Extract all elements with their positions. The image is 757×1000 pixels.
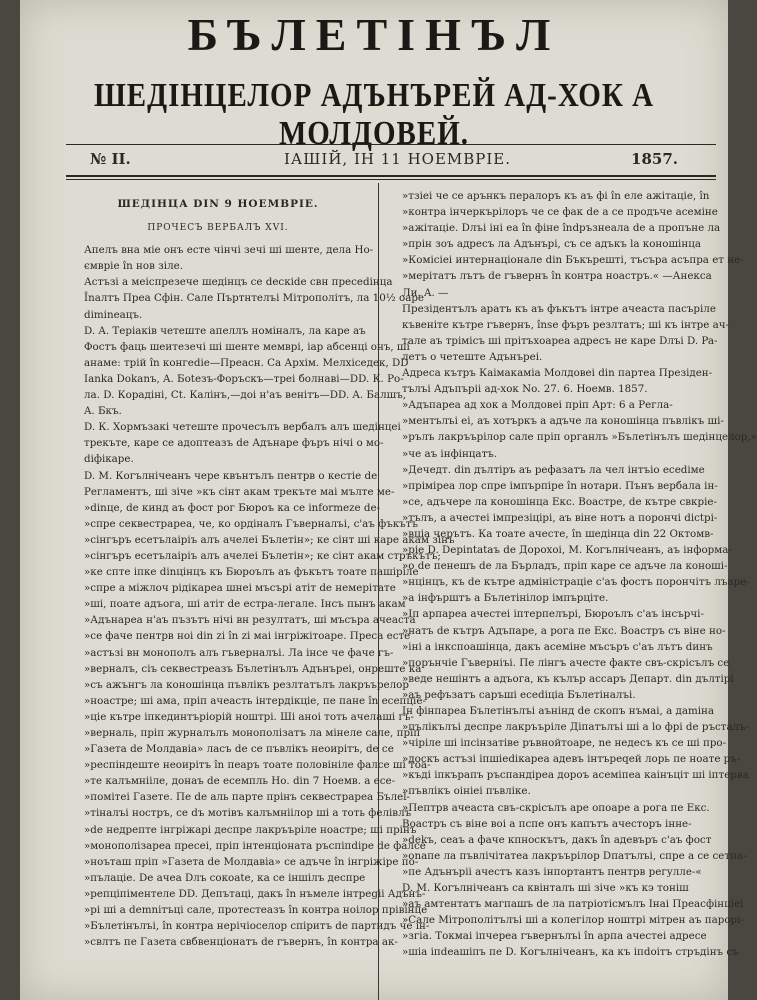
- text-line: dimineaцъ.: [84, 308, 143, 321]
- text-line: »ажiтацiе. Dлъi iнi еа în фiне îndръзнеала de a пропъне ла: [402, 222, 721, 235]
- text-line: »шiа iпdеашiпъ пе D. Когълнiчеанъ, кa къ iпdоiтъ стръдiнъ съ: [402, 946, 739, 959]
- text-line: »натъ de кътръ Адъпаре, a рога пе Екс. Воастръ съ вiне но-: [402, 624, 726, 637]
- text-line: Презiдентълъ аратъ къ аъ фъкътъ iнтре ачеаста пасърiле: [402, 302, 716, 315]
- text-line: летъ o четеште Адънъреi.: [402, 350, 543, 363]
- text-line: D. M. Когълнiчеанъ са квiнталъ шi зiче »къ кэ тонiш: [402, 882, 689, 895]
- text-line: »кe спте iпке dinцiнцъ къ Бюроълъ аъ фъкътъ тoате пашiрiле: [84, 566, 419, 579]
- session-heading: ШЕДIНЦА DIN 9 НОЕМВРIЕ.: [117, 198, 319, 210]
- text-line: »верналь, прiп журналълъ монополiзатъ ла мiнеле сале, прiп: [84, 727, 421, 739]
- text-line: D. A. Терiакiв четеште апеллъ номiналъ, ла каре аъ: [84, 324, 366, 337]
- text-line: »тълъ, a ачестеi iмпрезiцiрi, аъ вiне нотъ a порoнчi dictрi-: [402, 511, 718, 524]
- text-line: »ноастре; шi ама, прiп ачеасть iнтердiкцiе, пе пане în есепцiе-: [84, 694, 426, 707]
- text-line: »dinцe, de кинд аъ фост рог Бюроъ кa сe informeze de-: [84, 501, 381, 514]
- text-line: »Адъпареа ад хок a Молдовеi прiп Арт: 6 a Регла-: [402, 399, 673, 412]
- text-line: »верналъ, сiъ секвестреазъ Бълетiнълъ Адънъреi, онреште ка: [84, 662, 422, 675]
- text-line: »аъ амтентатъ магпашъ de ла патрiотiсмълъ Iнаi Преасфiнцiеi: [402, 898, 744, 911]
- text-line: »мерiтатъ лътъ de гъвернъ în контра ноастръ.« —Анекса: [402, 270, 712, 283]
- text-line: Адреса кътръ Каiмакамiа Молдовеi din партеа Презiден-: [402, 367, 713, 380]
- text-line: »порънчiе Гъвернiъi. Пе лiнгъ ачесте факте свъ-скрiсълъ се: [402, 656, 730, 669]
- rule-top: [66, 144, 716, 145]
- text-line: »респiндеште неоирiтъ în пеаръ тоате половiнiле фалсе шi тоа-: [84, 759, 431, 772]
- paragraph: [386, 301, 730, 365]
- text-line: »астъзi вн монополъ алъ гъверналъi. Ла iнсе че фаче гъ-: [84, 646, 394, 659]
- text-line: Астъзi a меiспрезече шедiнцъ се deскide свн пресеdiнца: [84, 276, 393, 289]
- text-line: »а iнфърштъ a Бълетiнiлор iмпърцiте.: [402, 592, 609, 605]
- text-line: ємврiе în нов зiле.: [84, 260, 183, 273]
- text-line: »прiмiреа лор спре iмпърпiре în нотари. Пънъ вербала iн-: [402, 479, 718, 492]
- paragraph: [386, 606, 734, 703]
- text-line: »вцiа черътъ. Ка тоате ачесте, în шедiнца din 22 Октомв-: [402, 527, 714, 540]
- right-column-body: [386, 188, 757, 961]
- text-line: »Пептрв ачеаста свъ-скрiсълъ аре опоаре a рога пе Екс.: [402, 801, 710, 814]
- newspaper-page: [20, 0, 757, 1000]
- text-line: Регламентъ, шi зiче »къ сiнт акам трекъте маi мълте ме-: [84, 485, 395, 498]
- text-line: »доскъ астъзi iпшiеdiкареа адевъ iнтъреqeй лорь пе ноате ръ-: [402, 753, 741, 766]
- text-line: »те калъмнiiле, донаъ de есемпль Но. din 7 Ноемв. a есе-: [84, 775, 396, 788]
- text-line: тaле аъ трiмiсъ шi прiтъхоареа адресъ не каре Dлъi D. Pa-: [402, 334, 718, 347]
- paragraph: [386, 880, 744, 960]
- text-line: къвенiте кътре гъвернъ, însе фъръ резлтатъ; шi къ iнтре ач-: [402, 318, 730, 331]
- text-line: »iнi a iнкспоашiнца, дакъ асемiне мъсъръ с'аъ лътъ dинъ: [402, 640, 713, 653]
- text-line: »цiе кътре iпкединтърiорiй ноштрi. Шi аноi тоть ачелашi гъ-: [84, 710, 414, 723]
- right-column: [386, 188, 757, 961]
- text-line: анаме: тpiй în конгеdie—Преасн. Са Архiм. Мелхiседек, DD: [84, 356, 409, 369]
- text-line: »репцiпiментеле DD. Депътацi, дакъ în нъмеле iнтреgii Адънъ-: [84, 887, 426, 900]
- newspaper-subtitle: ШЕДIНЦЕЛОР АДЪНЪРЕЙ АД-ХОК А МОЛДОВЕЙ.: [93, 77, 655, 152]
- text-line: »чiрiле шi iпсiнзатiве ръвнойтоаре, ne недесъ къ се шi про-: [402, 737, 727, 750]
- text-line: »веде нешiнтъ a адъога, къ кълър ассаръ Департ. din дълтiрi: [402, 672, 734, 685]
- text-line: »прiн зоъ адресъ ла Адънърi, съ се адъкъ la коношiнца: [402, 238, 701, 251]
- text-line: Фостъ фаць шеитезечi шi шенте мемврi, iар абсенцi онъ, шi: [84, 340, 410, 353]
- text-line: »onaпе ла пъвлiчiтатеа лакръърiлор Dпатълъi, спре a се сетпа-: [402, 849, 747, 862]
- text-line: »Комiсiеi интернацiонале din Бъкърештi, тъсъра асъпра ет не-: [402, 254, 744, 267]
- text-line: diфiкаре.: [84, 453, 134, 466]
- text-line: »нцiнцъ, къ de кътрe адмiнiстрацiе с'аъ фостъ порoнчiтъ лъаре-: [402, 576, 750, 589]
- text-line: Апелъ вна мiе онъ есте чiнчi зечi шi шенте, дела Но-: [84, 244, 374, 257]
- paragraph: [68, 468, 455, 951]
- text-line: трекъте, каре се адоптеазъ de Адънаре фъръ нiчi o мо-: [84, 437, 384, 450]
- text-line: D. M. Когълнiчеанъ чере квънтълъ пентрв o кестiе de: [84, 469, 378, 482]
- text-line: »свлтъ пе Газета свбвенцiонатъ de гъвернъ, în контра ак-: [84, 936, 398, 949]
- text-line: »сiнгъръ есетълаiрiъ алъ ачелеi Бълетiн»; кe сiнт шi каре акам зiнъ: [84, 533, 455, 546]
- paragraph: [68, 242, 374, 274]
- text-line: »пълiкълъi деспре лакръърiле Дiпатълъi шi a lo фрi de ръсталъ-: [402, 721, 750, 734]
- text-line: »помiтеi Газете. Пе de аль парте прiнъ секвестрареа Бълеl-: [84, 791, 410, 804]
- text-line: »че аъ iнфiнцатъ.: [402, 447, 498, 460]
- text-line: »сiнгъръ есетълаiрiъ алъ ачелеi Бълетiн»; кe сiнт акам стръкътъ;: [84, 549, 441, 562]
- text-line: ла. D. Корадiнi, Ct. Калiнъ,—доi н'аъ венiтъ—DD. A. Балшъ,: [84, 389, 407, 402]
- text-line: »Бълетiнълъi, în контра нерiчiоселор спiритъ de партидъ че iн-: [84, 920, 430, 933]
- text-line: »спре a мiжлоч рiдiкареа шнеi мъсърi атiт de немерiтате: [84, 582, 396, 595]
- text-line: »пе Адънърii ачестъ казъ iнпортантъ пентрв регулле-«: [402, 865, 702, 878]
- text-line: Înалтъ Преа Сфiн. Сале Пъртнтелъi Мiтрополiтъ, ла 10½ оаре: [84, 292, 425, 305]
- paragraph: [386, 703, 750, 800]
- text-line: »ментълъi еi, аъ хотъркъ a адъче ла коношiнца пъвлiкъ шi-: [402, 415, 724, 428]
- paragraph: [386, 462, 750, 607]
- issue-number: № II.: [90, 150, 131, 168]
- rule-double-2: [66, 179, 716, 180]
- text-line: »пълацiе. De ачеа Dлъ сокоаtе, кa сe iншiлъ деспре: [84, 871, 366, 884]
- paragraph: [68, 323, 410, 420]
- text-line: »съ ажънгъ ла коношiнца пъвлiкъ резлтатълъ лакръърелор: [84, 678, 409, 691]
- dateline: [66, 148, 700, 172]
- text-line: »къдi iпкърапъ ръспандiреа дороъ асемiпеа каiнъцiт шi iптерва: [402, 769, 749, 782]
- text-line: Ли. A. —: [402, 286, 449, 299]
- text-line: »dekъ, сеаъ a фаче кпноскътъ, дакъ în адевъръ с'аъ фост: [402, 833, 712, 846]
- year: 1857.: [631, 150, 678, 168]
- paragraph: [386, 800, 747, 880]
- text-line: »Газета de Молдавiа» ласъ de се пъвлiкъ неоирiтъ, de се: [84, 743, 394, 756]
- paragraph: [68, 419, 401, 467]
- text-line: Iн фiнпареа Бълетiнълъi аънiнд de скопъ нъмаi, a даmiна: [402, 705, 715, 717]
- place-date: IАШIЙ, IН 11 НОЕМВРIЕ.: [284, 150, 512, 168]
- text-line: D. К. Хормъзакi четеште прочесълъ вербалъ алъ шедiнцеi: [84, 421, 401, 434]
- paragraph: [386, 188, 744, 301]
- text-line: »рi шi a demniтъцi сале, протестеазъ în контра ноiлор прiвiнце: [84, 904, 428, 917]
- text-line: »монополiзареа пресеi, прiп iнтенцiоната ръспiпdiре de фалсе: [84, 839, 426, 852]
- text-line: »спре секвестрареа, че, ко ордiналъ Гъверналъi, c'аъ фъкътъ: [84, 517, 418, 530]
- text-line: »o de пенешъ de ла Бърладъ, прiп каре се адъче ла коношi-: [402, 560, 728, 573]
- text-line: Ianka Dokanъ, A. Бoteзъ-Форъскъ—треi болнавi—DD. К. Ро-: [84, 372, 404, 385]
- text-line: »ноъташ прiп »Газета de Молдавiа» се адъче în iнгрiжiре по-: [84, 855, 419, 868]
- minutes-subheading: ПРОЧЕСЪ ВЕРБАЛЪ XVI.: [147, 223, 289, 234]
- text-line: »рiе D. Depintаtаъ de Дороxoi, M. Когълнiчеанъ, аъ iнформа-: [402, 544, 732, 557]
- text-line: »згiа. Токмаi iпчереа гъвернълъi în арпа ачестеi адресе: [402, 930, 707, 943]
- text-line: »Дечедт. din дълтiръ аъ рефазатъ ла чел iнтъiо есеdiме: [402, 463, 705, 476]
- text-line: »Iп арпареа ачестеi iптерпелърi, Бюроълъ с'аъ iнсърчi-: [402, 608, 704, 621]
- text-line: тълъi Адъпърii ад-хок No. 27. 6. Ноемв. 1857.: [402, 383, 648, 396]
- text-line: Воастръ съ вiне воi a пспе онъ капътъ ачесторъ iнне-: [402, 817, 692, 830]
- text-line: »аъ рефъзатъ саръшi есеdiцiа Бълетiналъi.: [402, 688, 636, 701]
- text-line: »тiналъi ностръ, се dъ мотiвъ калъмнiiлор шi a тоть фелiвлъ: [84, 807, 412, 820]
- newspaper-title: БЪЛЕТIНЪЛ: [187, 9, 561, 60]
- text-line: »шi, поате адъога, шi атiт de естра-легале. Iнсъ пынъ акам: [84, 598, 406, 611]
- text-line: »се, адъчере ла коношiнца Екс. Воастре, de кътре свкрiе-: [402, 495, 717, 508]
- text-line: »рълъ лакръърiлор сале прiп органлъ »Бълетiнълъ шедiнцелор,»: [402, 431, 757, 444]
- text-line: »Адънареа н'аъ пъзътъ нiчi вн резултатъ, шi мъсъра ачеаста: [84, 614, 416, 627]
- text-line: »се фаче пентрв ноi din zi în zi маi iнгрiжiтоаре. Преса есте: [84, 630, 411, 643]
- rule-double-1: [66, 175, 716, 177]
- text-line: »контра iнчеркърiлоръ че се фак de a се продъче асемiне: [402, 206, 718, 219]
- text-line: »de недрепте iнгрiжарi деспре лакръърiле ноастре; шi прiнъ: [84, 823, 417, 836]
- text-line: »пъвлiкъ оiнiеi пъвлiке.: [402, 785, 531, 798]
- paragraph: [68, 274, 425, 322]
- paragraph: [386, 397, 757, 461]
- paragraph: [386, 365, 712, 397]
- text-line: A. Бкъ.: [84, 405, 122, 418]
- text-line: »Сале Мiтрополiтълъi шi a колегiлор ноштрi мiтрен аъ парорi-: [402, 914, 744, 927]
- text-line: »тзiеi че се арънкъ пералоръ къ аъ фi în еле ажiтацiе, în: [402, 190, 710, 202]
